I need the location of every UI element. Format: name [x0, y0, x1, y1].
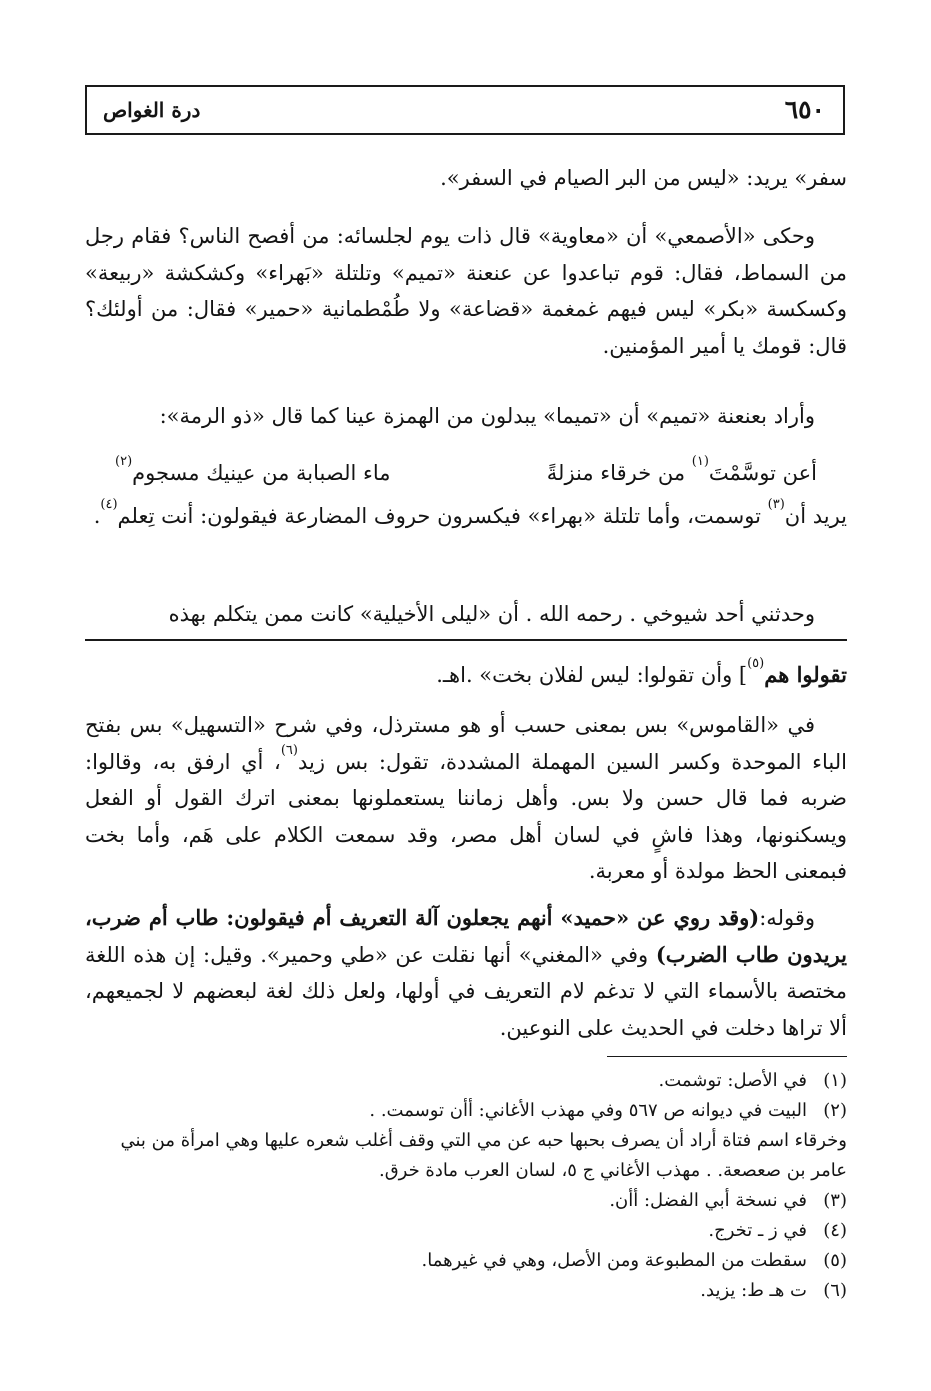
- paragraph-talatala: يريد أن$^{(٣)}$ توسمت، وأما تلتلة «بهراء» فيكسرون حروف المضارعة فيقولون: أنت تِعلم$^{(٤)}$.: [93, 497, 847, 528]
- footnotes-list: [85, 1066, 847, 1306]
- footnote-ref-2: (٢): [115, 454, 133, 469]
- paragraph-anana: وأراد بعنعنة «تميم» أن «تميما» يبدلون من الهمزة عينا كما قال «ذو الرمة»:: [159, 404, 815, 428]
- footnote-item: (٦) ت هـ ط: يزيد.: [700, 1280, 847, 1301]
- footnote-ref-6: (٦): [280, 742, 298, 758]
- book-title: درة الغواص: [103, 98, 201, 122]
- footnote-item: (٣) في نسخة أبي الفضل: أأن.: [609, 1190, 847, 1211]
- commentary-qamus: في «القاموس» بس بمعنى حسب أو هو مسترذل، وفي شرح «التسهيل» بس بفتح الباء الموحدة وكسر السين المهملة المشددة، تقول: بس زيد$^{(٦)}$، أي ارفق به، وقالوا: ضربه فما قال حسن ولا بس. وأهل زماننا يستعملونها بمعنى اترك القول أو الفعل ويسكنونها، وهذا فاشٍ في لسان أهل مصر، وقد سمعت الكلام على هَم، وأما بخت فبمعنى الحظ مولدة أو معربة.: [85, 713, 847, 883]
- footnote-item: (٤) في ز ـ تخرج.: [708, 1220, 847, 1241]
- footnote-item: (٥) سقطت من المطبوعة ومن الأصل، وهي في غيرهما.: [421, 1250, 847, 1271]
- footnote-ref-3: (٣): [767, 497, 785, 512]
- poem-hemistich-second: ماء الصبابة من عينيك مسجوم$^{(٢)}$: [115, 454, 391, 485]
- paragraph-layla: وحدثني أحد شيوخي . رحمه الله . أن «ليلى الأخيلية» كانت ممن يتكلم بهذه: [168, 602, 815, 626]
- footnote-continuation: وخرقاء اسم فتاة أراد أن يصرف بحبها حبه عن مي التي وقف أغلب شعره عليها وهي امرأة من بني عامر بن صعصعة. . مهذب الأغاني ج ٥، لسان العرب مادة خرق.: [120, 1130, 847, 1181]
- poem-verse: [85, 455, 847, 495]
- commentary-humaid: وقوله:(وقد روي عن «حميد» أنهم يجعلون آلة التعريف أم فيقولون: طاب أم ضرب، يريدون طاب الضرب) وفي «المغني» أنها نقلت عن «طي وحمير». وقيل: إن هذه اللغة مختصة بالأسماء التي لا تدغم لام التعريف في أولها، ولعل ذلك لغة لبعضهم لا لجميعهم، ألا تراها دخلت في الحديث على النوعين.: [85, 905, 847, 1040]
- footnote-item: (١) في الأصل: توشمت.: [658, 1070, 847, 1091]
- paragraph-intro: سفر» يريد: «ليس من البر الصيام في السفر».: [440, 166, 847, 190]
- footnote-ref-4: (٤): [100, 497, 118, 512]
- paragraph-asmai: وحكى «الأصمعي» أن «معاوية» قال ذات يوم لجلسائه: من أفصح الناس؟ فقام رجل من السماط، فقال: قوم تباعدوا عن عنعنة «تميم» وتلتلة «بَهراء» وكشكشة «ربيعة» وكسكسة «بكر» ليس فيهم غمغمة «قضاعة» ولا طُمْطمانية «حمير» فقال: من أولئك؟ قال: قومك يا أمير المؤمنين.: [85, 224, 847, 358]
- commentary-continuation: تقولوا هم$^{(٥)}$] وأن تقولوا: ليس لفلان بخت» .اهـ.: [436, 656, 847, 687]
- section-divider: [85, 639, 847, 641]
- footnote-ref-1: (١): [691, 454, 709, 469]
- footnotes-divider: [607, 1056, 847, 1057]
- footnote-item: (٢) البيت في ديوانه ص ٥٦٧ وفي مهذب الأغاني: أأن توسمت. .: [369, 1100, 847, 1121]
- poem-hemistich-first: أعن توسَّمْتَ$^{(١)}$ من خرقاء منزلةً: [546, 454, 817, 485]
- page-number: ٦٥٠: [784, 95, 825, 124]
- running-header: [85, 85, 845, 135]
- footnote-ref-5: (٥): [747, 656, 765, 671]
